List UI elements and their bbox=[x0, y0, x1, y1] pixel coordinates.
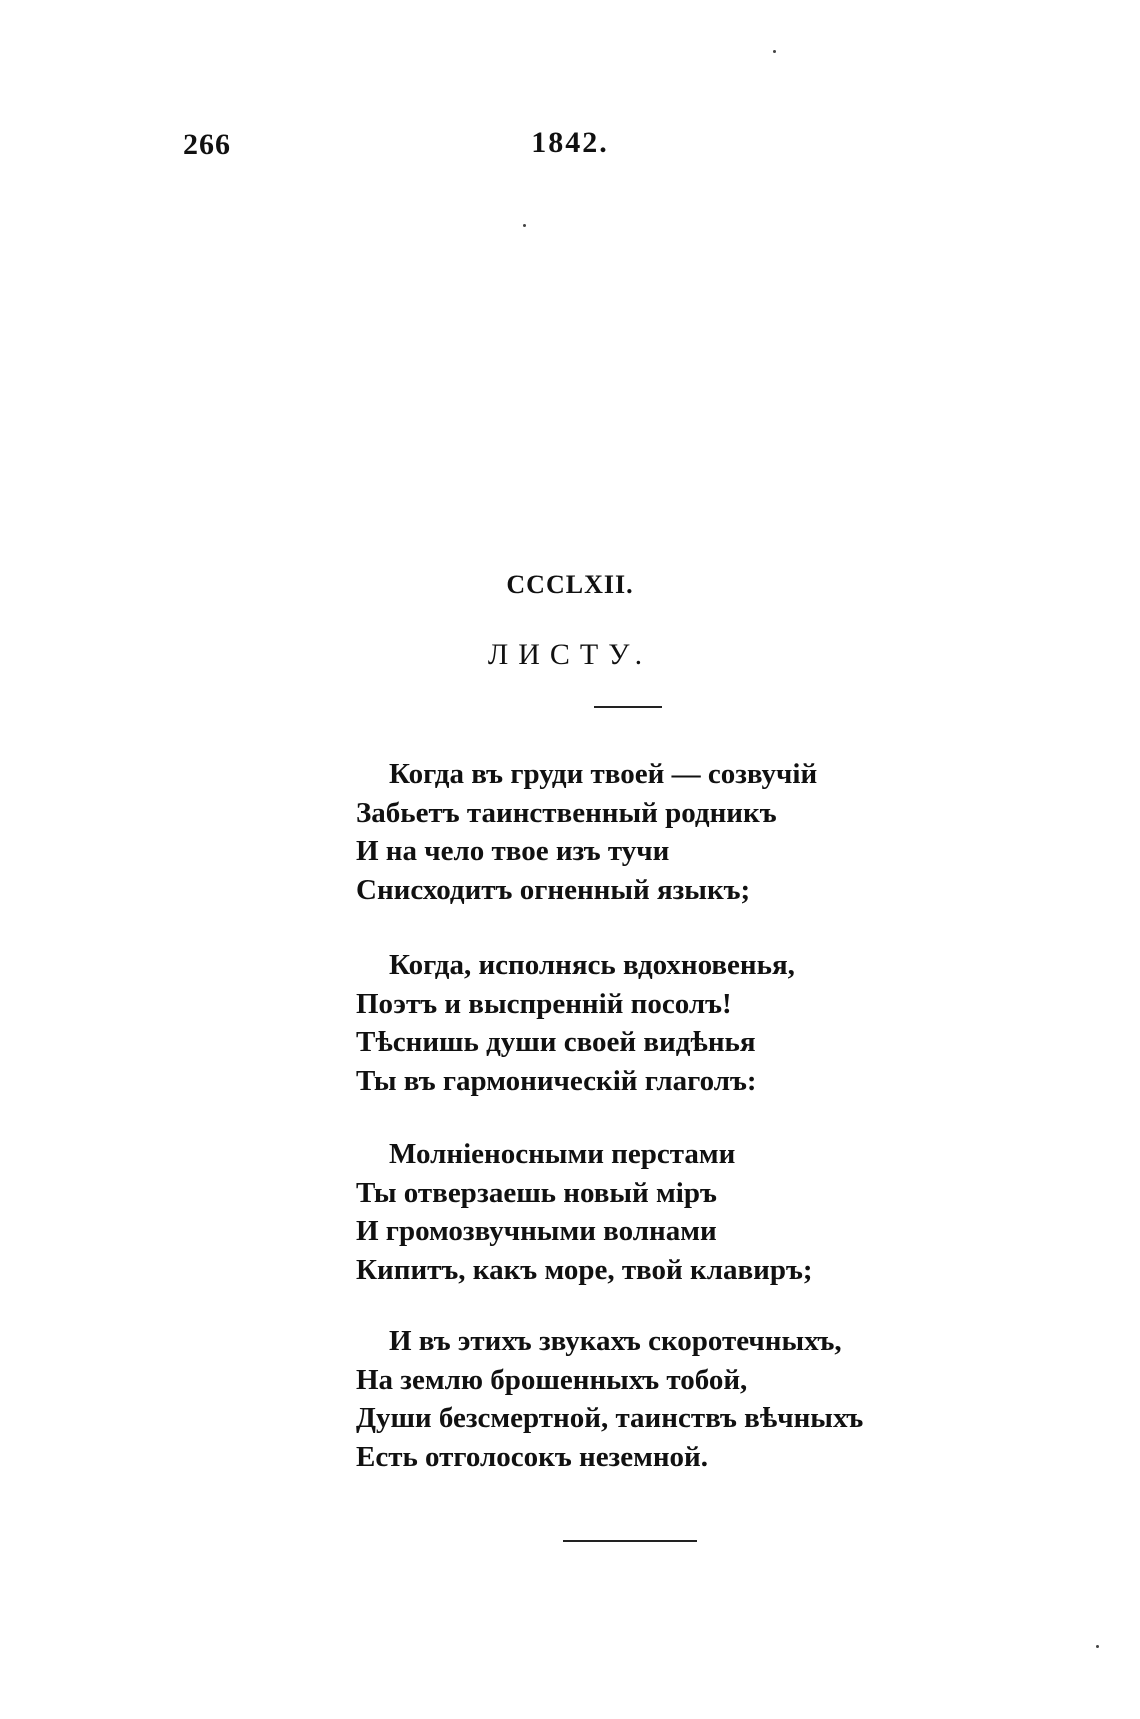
poem-title: ЛИСТУ. bbox=[487, 638, 653, 671]
verse-line: Когда въ груди твоей — созвучій bbox=[389, 758, 818, 790]
verse-line: Тѣснишь души своей видѣнья bbox=[356, 1026, 756, 1058]
scan-speck bbox=[1096, 1645, 1099, 1648]
poem-number: CCCLXII. bbox=[506, 570, 634, 599]
verse-line: Души безсмертной, таинствъ вѣчныхъ bbox=[356, 1402, 864, 1434]
verse-line: И въ этихъ звукахъ скоротечныхъ, bbox=[389, 1325, 842, 1357]
page-number: 266 bbox=[183, 128, 231, 161]
scan-speck bbox=[773, 50, 776, 53]
running-header-year: 1842. bbox=[531, 126, 609, 159]
verse-line: Молніеносными перстами bbox=[389, 1138, 736, 1170]
verse-line: На землю брошенныхъ тобой, bbox=[356, 1363, 748, 1396]
verse-line: И на чело твое изъ тучи bbox=[356, 835, 670, 867]
verse-line: Ты отверзаешь новый міръ bbox=[356, 1176, 717, 1209]
verse-line: Когда, исполнясь вдохновенья, bbox=[389, 949, 795, 981]
stanza-1 bbox=[356, 755, 996, 909]
verse-line: Есть отголосокъ неземной. bbox=[356, 1440, 709, 1473]
end-divider bbox=[563, 1540, 697, 1542]
verse-line: Поэтъ и выспренній посолъ! bbox=[356, 987, 732, 1020]
verse-line: Забьетъ таинственный родникъ bbox=[356, 796, 777, 829]
verse-line: Кипитъ, какъ море, твой клавиръ; bbox=[356, 1253, 813, 1286]
title-divider bbox=[594, 706, 662, 708]
stanza-3 bbox=[356, 1135, 996, 1289]
stanza-2 bbox=[356, 946, 996, 1100]
verse-line: Снисходитъ огненный языкъ; bbox=[356, 873, 751, 906]
verse-line: Ты въ гармоническій глаголъ: bbox=[356, 1064, 757, 1097]
stanza-4 bbox=[356, 1322, 996, 1476]
verse-line: И громозвучными волнами bbox=[356, 1215, 717, 1247]
scan-speck bbox=[523, 224, 526, 227]
